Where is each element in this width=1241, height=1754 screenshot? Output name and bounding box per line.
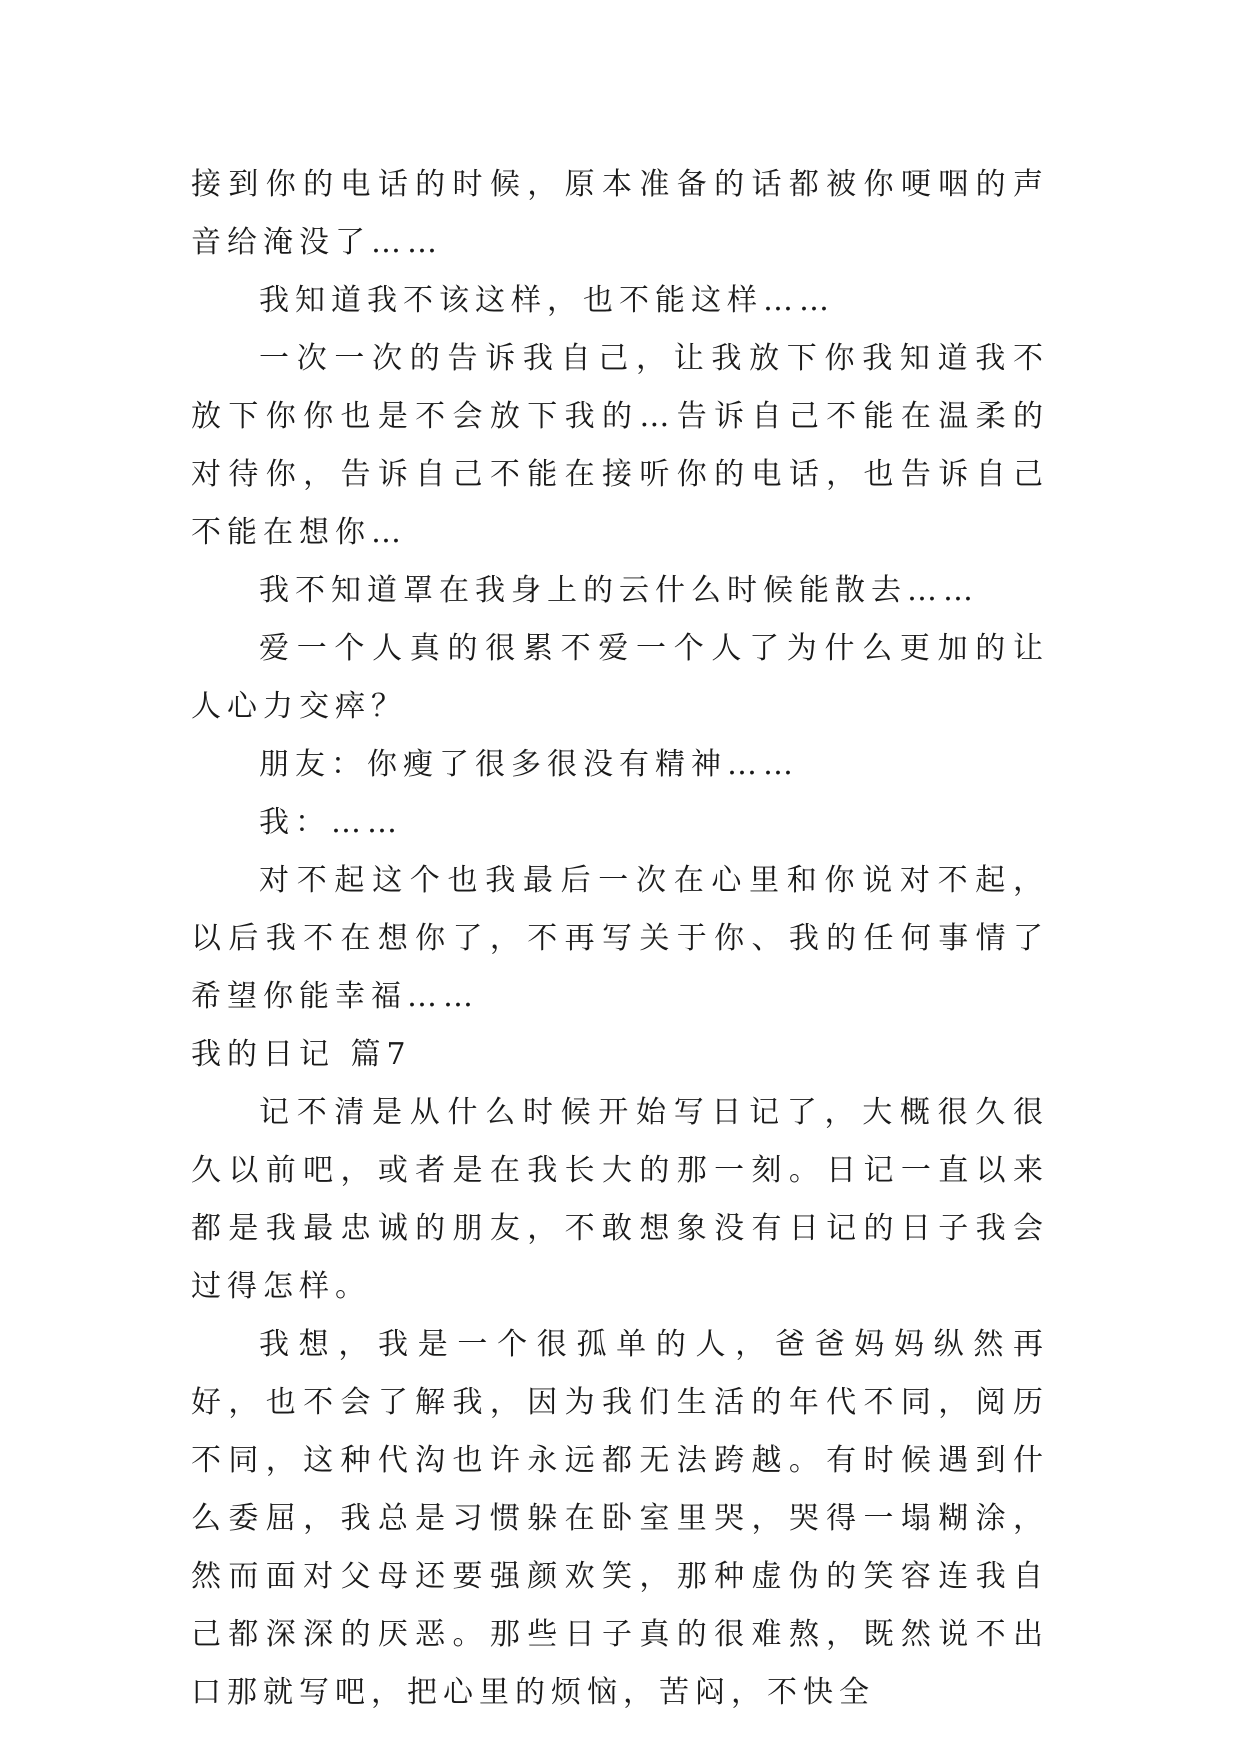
section-paragraph-1: 记不清是从什么时候开始写日记了，大概很久很久以前吧，或者是在我长大的那一刻。日记一直以来都是我最忠诚的朋友，不敢想象没有日记的日子我会过得怎样。 (191, 1095, 1049, 1304)
section-paragraph-2: 我想，我是一个很孤单的人，爸爸妈妈纵然再好，也不会了解我，因为我们生活的年代不同，阅历不同，这种代沟也许永远都无法跨越。有时候遇到什么委屈，我总是习惯躲在卧室里哭，哭得一塌糊涂，然而面对父母还要强颜欢笑，那种虚伪的笑容连我自己都深深的厌恶。那些日子真的很难熬，既然说不出口那就写吧，把心里的烦恼，苦闷，不快全 (191, 1327, 1049, 1710)
paragraph-6: 朋友：你瘦了很多很没有精神…… (259, 747, 799, 782)
paragraph-2: 我知道我不该这样，也不能这样…… (259, 283, 835, 318)
document-body (191, 156, 1049, 1722)
paragraph-8: 对不起这个也我最后一次在心里和你说对不起，以后我不在想你了，不再写关于你、我的任何事情了希望你能幸福…… (191, 863, 1049, 1014)
paragraph-3: 一次一次的告诉我自己，让我放下你我知道我不放下你你也是不会放下我的…告诉自己不能在温柔的对待你，告诉自己不能在接听你的电话，也告诉自己不能在想你… (191, 341, 1049, 550)
section-heading: 我的日记 篇7 (191, 1037, 412, 1072)
paragraph-1: 接到你的电话的时候，原本准备的话都被你哽咽的声音给淹没了…… (191, 167, 1049, 260)
paragraph-5: 爱一个人真的很累不爱一个人了为什么更加的让人心力交瘁？ (191, 631, 1049, 724)
paragraph-4: 我不知道罩在我身上的云什么时候能散去…… (259, 573, 979, 608)
paragraph-7: 我：…… (259, 805, 403, 840)
